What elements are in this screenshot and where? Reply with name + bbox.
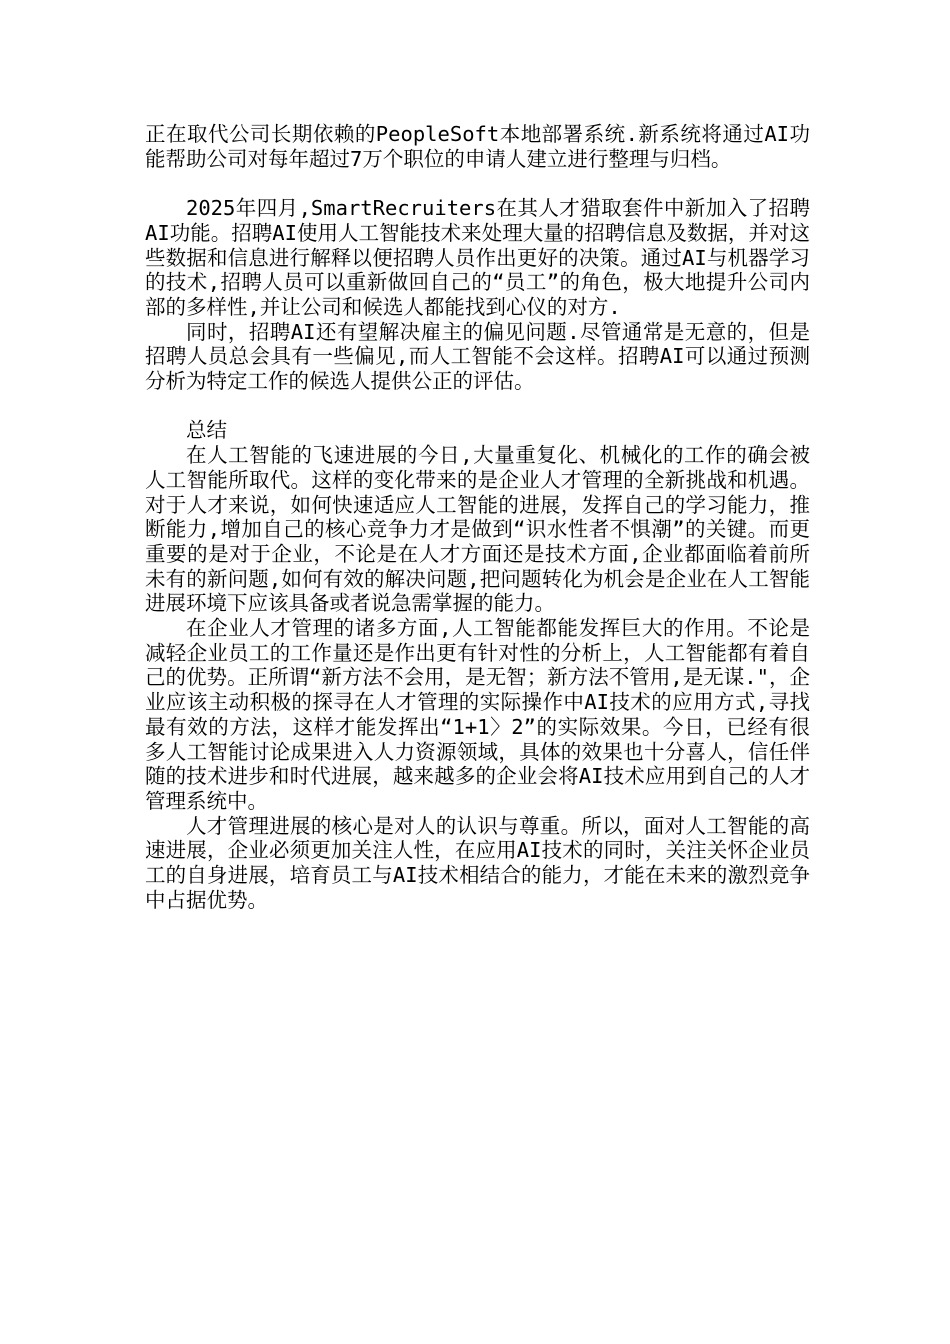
paragraph-spacer (145, 171, 810, 196)
paragraph-bias: 同时，招聘AI还有望解决雇主的偏见问题.尽管通常是无意的，但是招聘人员总会具有一些偏见,而人工智能不会这样。招聘AI可以通过预测分析为特定工作的候选人提供公正的评估。 (145, 319, 810, 394)
document-body (145, 122, 810, 912)
section-heading-summary: 总结 (186, 418, 227, 443)
paragraph-summary-2: 在企业人才管理的诸多方面,人工智能都能发挥巨大的作用。不论是减轻企业员工的工作量还是作出更有针对性的分析上，人工智能都有着自己的优势。正所谓“新方法不会用，是无智；新方法不管用,是无谋."，企业应该主动积极的探寻在人才管理的实际操作中AI技术的应用方式,寻找最有效的方法，这样才能发挥出“1+1〉2”的实际效果。今日，已经有很多人工智能讨论成果进入人力资源领域，具体的效果也十分喜人，信任伴随的技术进步和时代进展，越来越多的企业会将AI技术应用到自己的人才管理系统中。 (145, 616, 810, 813)
paragraph-summary-1: 在人工智能的飞速进展的今日,大量重复化、机械化的工作的确会被人工智能所取代。这样的变化带来的是企业人才管理的全新挑战和机遇。对于人才来说，如何快速适应人工智能的进展，发挥自己的学习能力，推断能力,增加自己的核心竞争力才是做到“识水性者不惧潮”的关键。而更重要的是对于企业，不论是在人才方面还是技术方面,企业都面临着前所未有的新问题,如何有效的解决问题,把问题转化为机会是企业在人工智能进展环境下应该具备或者说急需掌握的能力。 (145, 443, 810, 616)
paragraph-smartrecruiters: 2025年四月,SmartRecruiters在其人才猎取套件中新加入了招聘AI功能。招聘AI使用人工智能技术来处理大量的招聘信息及数据，并对这些数据和信息进行解释以便招聘人员作出更好的决策。通过AI与机器学习的技术,招聘人员可以重新做回自己的“员工”的角色，极大地提升公司内部的多样性,并让公司和候选人都能找到心仪的对方. (145, 196, 810, 319)
paragraph-summary-3: 人才管理进展的核心是对人的认识与尊重。所以，面对人工智能的高速进展，企业必须更加关注人性，在应用AI技术的同时，关注关怀企业员工的自身进展，培育员工与AI技术相结合的能力，才能在未来的激烈竞争中占据优势。 (145, 813, 810, 912)
paragraph-continued-intro: 正在取代公司长期依赖的PeopleSoft本地部署系统.新系统将通过AI功能帮助公司对每年超过7万个职位的申请人建立进行整理与归档。 (145, 122, 810, 171)
paragraph-spacer (145, 394, 810, 419)
